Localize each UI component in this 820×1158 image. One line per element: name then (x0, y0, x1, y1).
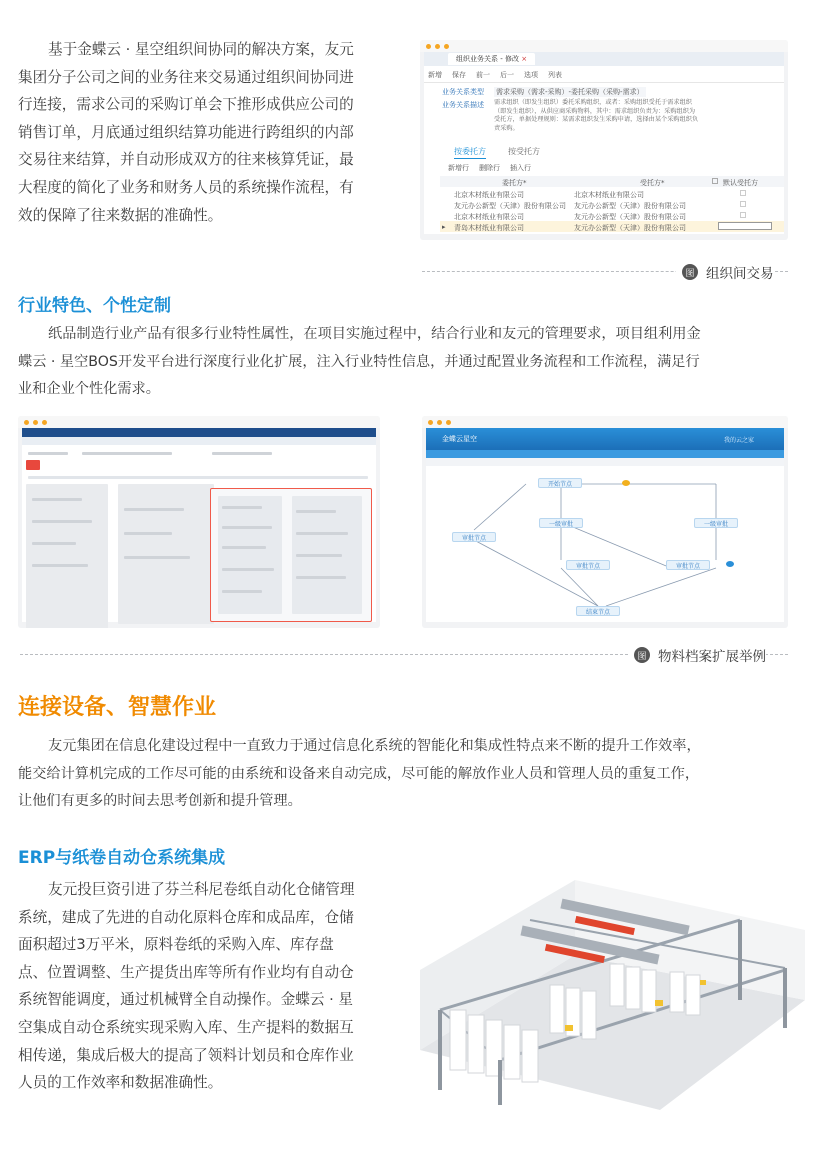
intro-line: 集团分子公司之间的业务往来交易通过组织间协同进 (18, 68, 354, 86)
flow-gateway-icon (726, 561, 734, 567)
material-form-screenshot (18, 416, 380, 628)
table-row[interactable]: 北京木材纸业有限公司 友元办公新型（天津）股份有限公司 (440, 210, 784, 221)
checkbox[interactable] (712, 178, 718, 184)
section-heading: 连接设备、智慧作业 (18, 695, 217, 720)
figure-caption: 图 物料档案扩展举例 (628, 645, 766, 665)
new-button[interactable]: 新增 (428, 71, 442, 79)
section3-paragraph: 友元投巨资引进了芬兰科尼卷纸自动化仓储管理 系统，建成了先进的自动化原料仓库和成品库，仓储 面积超过3万平米，原料卷纸的采购入库、库存盘 点、位置调整、生产提货出库等所有作业均有自动仓 系统智能调度，通过机械臂全自动操作。金蝶云 · 星 空集成自动仓系统实现采购入库、生产提料的数据互 相传递，集成后极大的提高了领料计划员和仓库作业 人员的工作效率和数据准确性。 (18, 881, 355, 1092)
brand-logo: 金蝶云星空 (442, 435, 477, 443)
flow-node[interactable]: 开始节点 (538, 478, 582, 488)
insert-row-button[interactable]: 插入行 (510, 164, 531, 172)
image-icon: 图 (634, 647, 650, 663)
flow-node[interactable]: 审批节点 (452, 532, 496, 542)
save-button[interactable]: 保存 (452, 71, 466, 79)
user-menu[interactable]: 我的云之家 (723, 436, 754, 444)
section1-paragraph: 纸品制造行业产品有很多行业特性属性，在项目实施过程中，结合行业和友元的管理要求，项目组利用金 蝶云 · 星空BOS开发平台进行深度行业化扩展，注入行业特性信息，并通过配置业务流程和工作流程，满足行 业和企业个性化需求。 (18, 326, 701, 398)
intro-line: 交易往来结算，并自动形成双方的往来核算凭证，最 (18, 151, 354, 169)
col-default-agent: 默认受托方 (723, 179, 758, 187)
options-button[interactable]: 选项 (524, 71, 538, 79)
form-body (424, 52, 784, 234)
relation-tabs (454, 146, 540, 159)
workflow-diagram (426, 468, 784, 624)
table-row[interactable]: 友元办公新型（天津）股份有限公司 友元办公新型（天津）股份有限公司 (440, 199, 784, 210)
flow-node[interactable]: 审批节点 (566, 560, 610, 570)
checkbox[interactable] (740, 190, 746, 196)
relation-table (440, 176, 784, 240)
row-input[interactable] (718, 222, 772, 230)
table-row[interactable]: 北京木材纸业有限公司 北京木材纸业有限公司 (440, 188, 784, 199)
org-relation-screenshot (420, 40, 788, 240)
tab-by-agent[interactable]: 按受托方 (508, 147, 540, 156)
row-pointer-icon: ▸ (442, 223, 446, 231)
field-value-desc[interactable]: 需求组织（即发生组织）委托采购组织，或者：采购组织受托于需求组织（即发生组织），从供应商采购物料，其中：需求组织负责为：采购组织为受托方，单据处理规则：某需求组织发生采购申请，选择由某个采购组织负责采购。 (494, 99, 699, 132)
flow-node[interactable]: 一级审批 (539, 518, 583, 528)
image-icon: 图 (682, 264, 698, 280)
intro-line: 销售订单，月底通过组织结算功能进行跨组织的内部 (18, 123, 354, 141)
tab-org-relation[interactable]: 组织业务关系 - 修改 × (448, 53, 535, 65)
close-icon[interactable]: × (521, 55, 528, 63)
intro-line: 基于金蝶云 · 星空组织间协同的解决方案，友元 (48, 41, 354, 58)
next-button[interactable]: 后一 (500, 71, 514, 79)
tab-by-principal[interactable]: 按委托方 (454, 146, 486, 159)
flow-gateway-icon (622, 480, 630, 486)
table-row[interactable]: ▸ 青岛木材纸业有限公司 友元办公新型（天津）股份有限公司 (440, 221, 784, 232)
stamp-icon (26, 460, 40, 470)
app-header (426, 428, 784, 450)
delete-row-button[interactable]: 删除行 (479, 164, 500, 172)
field-label-type: 业务关系类型 (442, 88, 484, 96)
add-row-button[interactable]: 新增行 (448, 164, 469, 172)
section2-paragraph: 友元集团在信息化建设过程中一直致力于通过信息化系统的智能化和集成性特点来不断的提升工作效率， 能交给计算机完成的工作尽可能的由系统和设备来自动完成，尽可能的解放作业人员和管理人员的重复工作， 让他们有更多的时间去思考创新和提升管理。 (18, 738, 701, 810)
col-principal: 委托方* (502, 179, 527, 187)
toolbar (428, 70, 562, 80)
checkbox[interactable] (740, 201, 746, 207)
flow-node[interactable]: 一级审批 (694, 518, 738, 528)
row-actions (448, 163, 531, 173)
automated-warehouse-illustration (410, 860, 810, 1120)
field-value-type[interactable]: 需求采购（需求-采购）-委托采购（采购-需求） (496, 88, 644, 96)
checkbox[interactable] (740, 212, 746, 218)
intro-paragraph (18, 36, 386, 229)
intro-line: 行连接，需求公司的采购订单会下推形成供应公司的 (18, 96, 354, 114)
intro-line: 效的保障了往来数据的准确性。 (18, 206, 223, 224)
flow-node[interactable]: 审批节点 (666, 560, 710, 570)
section-heading: ERP与纸卷自动仓系统集成 (18, 848, 226, 868)
prev-button[interactable]: 前一 (476, 71, 490, 79)
col-agent: 受托方* (640, 179, 665, 187)
list-button[interactable]: 列表 (548, 71, 562, 79)
field-label-desc: 业务关系描述 (442, 101, 484, 109)
section-heading: 行业特色、个性定制 (18, 296, 171, 316)
figure-caption: 图 组织间交易 (676, 262, 774, 282)
workflow-screenshot (422, 416, 788, 628)
intro-line: 大程度的简化了业务和财务人员的系统操作流程，有 (18, 178, 354, 196)
flow-node[interactable]: 结束节点 (576, 606, 620, 616)
window-controls (420, 40, 788, 52)
